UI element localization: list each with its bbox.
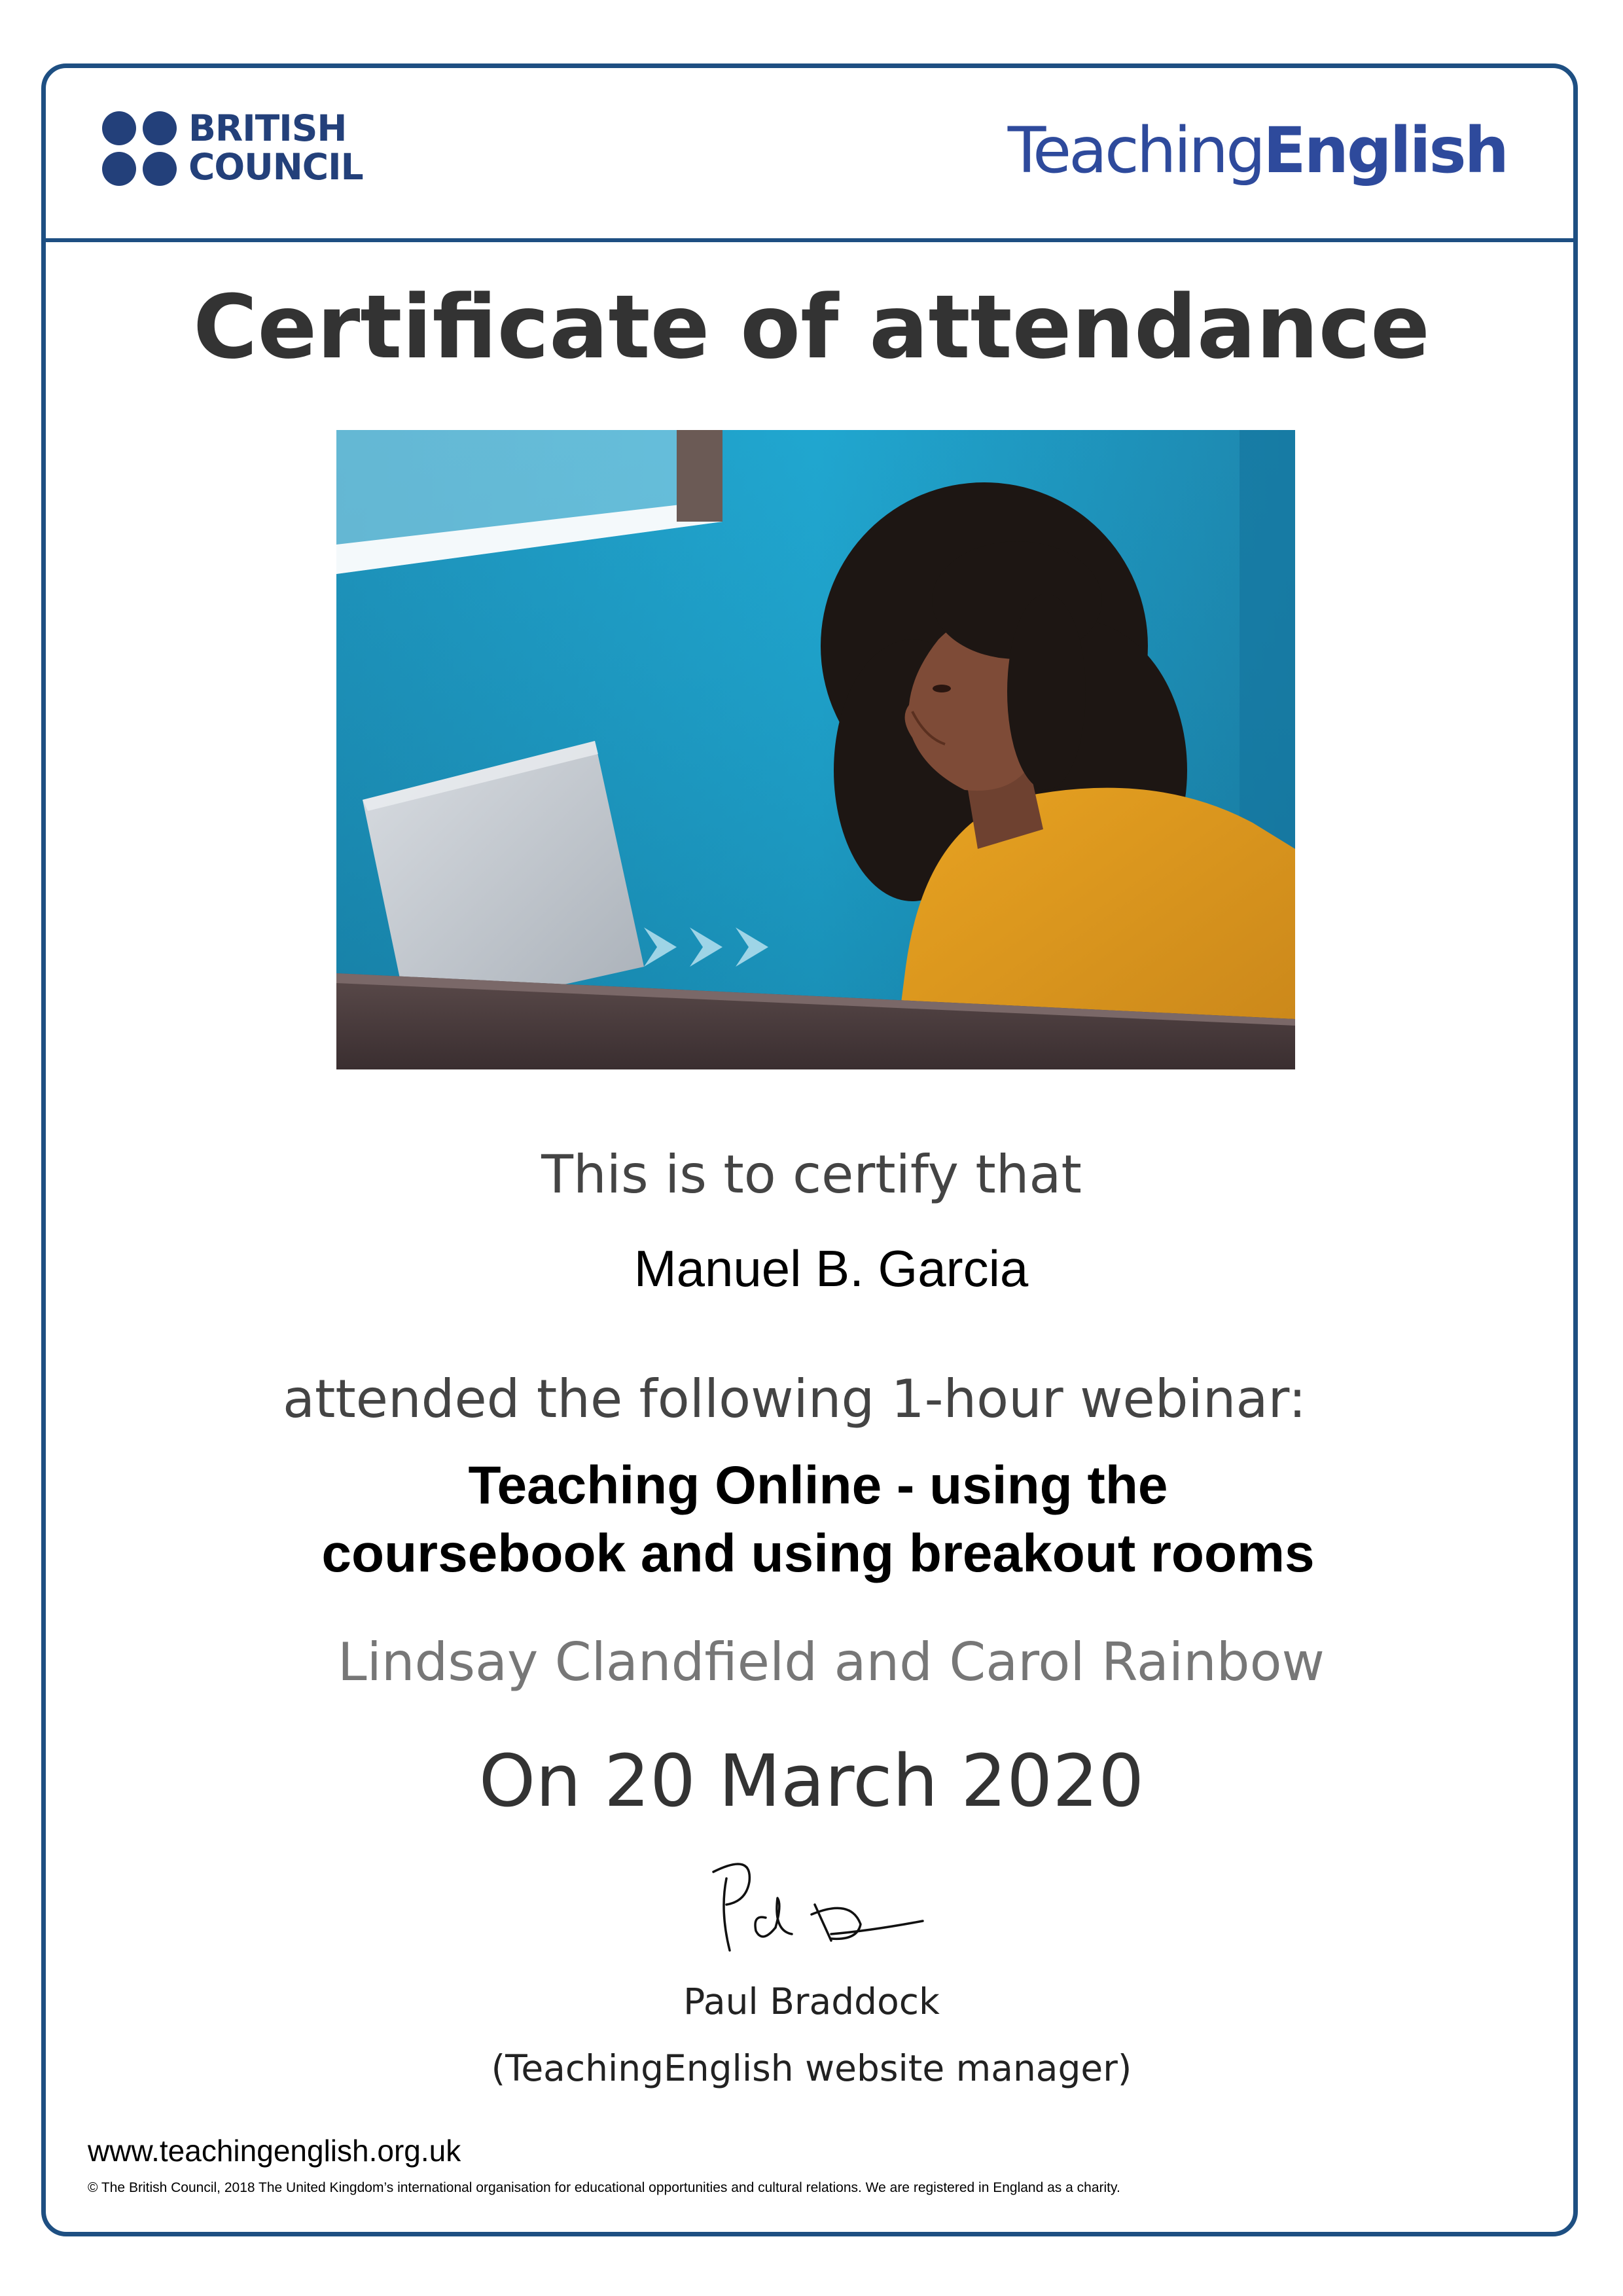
teaching-english-logo-regular: Teaching (1007, 114, 1264, 187)
webinar-title-line2: coursebook and using breakout rooms (321, 1524, 1315, 1583)
teaching-english-logo (1008, 111, 1507, 190)
signer-role: (TeachingEnglish website manager) (491, 2047, 1132, 2089)
header-divider (43, 238, 1578, 242)
webinar-title (0, 1452, 1623, 1588)
signature-icon (700, 1852, 936, 1964)
website-url: www.teachingenglish.org.uk (88, 2134, 461, 2168)
certify-statement: This is to certify that (541, 1144, 1082, 1205)
signer-name: Paul Braddock (683, 1981, 940, 2022)
attended-statement: attended the following 1-hour webinar: (283, 1369, 1306, 1429)
copyright-notice: © The British Council, 2018 The United Kingdom’s international organisation for educational opportunities and cultural relations. We are registered in England as a charity. (88, 2180, 1120, 2195)
webinar-title-line1: Teaching Online - using the (468, 1456, 1168, 1515)
british-council-dots-icon (102, 111, 178, 187)
certificate-title: Certificate of attendance (193, 276, 1430, 378)
recipient-name: Manuel B. Garcia (633, 1240, 1029, 1297)
photo-woman-at-laptop-icon (336, 430, 1295, 1069)
speakers: Lindsay Clandfield and Carol Rainbow (338, 1632, 1325, 1693)
webinar-date: On 20 March 2020 (478, 1739, 1145, 1823)
teaching-english-logo-bold: English (1263, 114, 1507, 187)
british-council-wordmark: BRITISH COUNCIL (188, 107, 363, 188)
